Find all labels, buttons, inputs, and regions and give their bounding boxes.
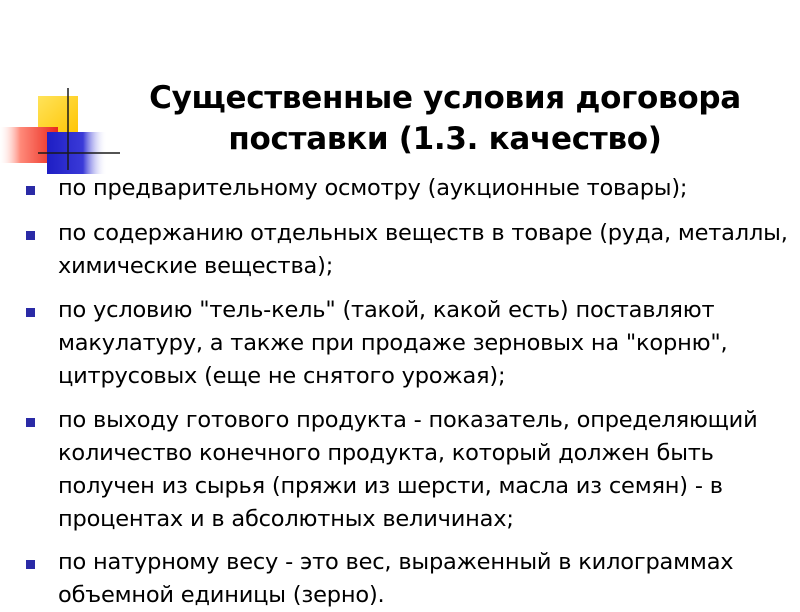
list-item-text: по натурному весу - это вес, выраженный в килограммах объемной единицы (зерно).: [58, 549, 734, 608]
square-bullet-icon: [26, 186, 35, 195]
list-item: [0, 404, 800, 536]
square-bullet-icon: [26, 418, 35, 427]
square-bullet-icon: [26, 308, 35, 317]
bullet-list: [0, 172, 800, 612]
square-bullet-icon: [26, 560, 35, 569]
list-item: [0, 172, 800, 205]
list-item-text: по содержанию отдельных веществ в товаре (руда, металлы, химические вещества);: [58, 220, 788, 279]
list-item-text: по выходу готового продукта - показатель, определяющий количество конечного продукта, который должен быть получен из сырья (пряжи из шерсти, масла из семян) - в процентах и в абсолютных величинах;: [58, 407, 758, 532]
list-item-text: по предварительному осмотру (аукционные товары);: [58, 175, 688, 201]
list-item: [0, 217, 800, 283]
list-item: [0, 546, 800, 612]
list-item-text: по условию "тель-кель" (такой, какой есть) поставляют макулатуру, а также при продаже зерновых на "корню", цитрусовых (еще не снятого урожая);: [58, 297, 728, 389]
list-item: [0, 294, 800, 393]
slide-title: Существенные условия договора поставки (1.3. качество): [149, 80, 741, 157]
square-bullet-icon: [26, 231, 35, 240]
